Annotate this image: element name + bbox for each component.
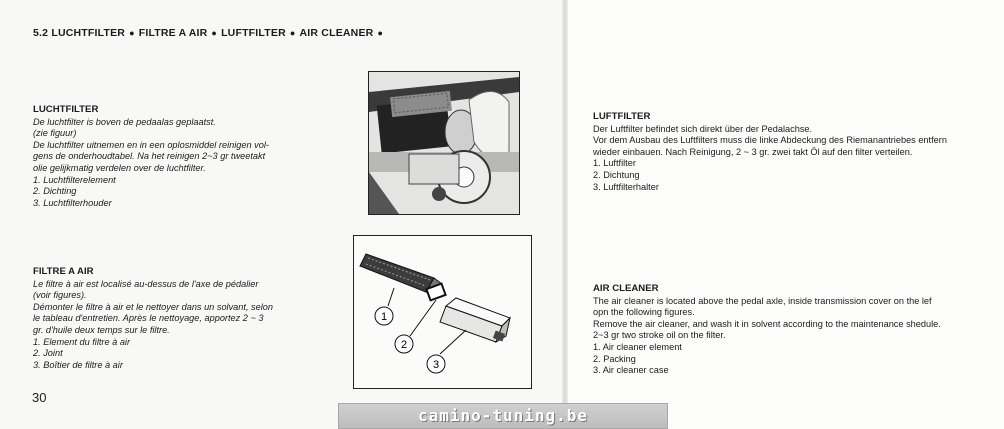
dutch-line: gens de onderhoudtabel. Na het reinigen 2~3 gr tweetakt [33, 151, 266, 162]
list-item: 3. Luftfilterhalter [593, 181, 659, 192]
list-item: 3. Luchtfilterhouder [33, 197, 112, 208]
french-line: le tableau d'entretien. Après le nettoyage, apportez 2 ~ 3 [33, 313, 264, 324]
french-section [33, 266, 363, 371]
list-item: 2. Joint [33, 348, 63, 359]
dutch-title: LUCHTFILTER [33, 104, 99, 115]
header-part-french: FILTRE A AIR [138, 27, 208, 39]
header-part-english: AIR CLEANER [299, 27, 374, 39]
french-line: (voir figures). [33, 290, 87, 301]
callout-2 [395, 335, 413, 353]
french-line: Démonter le filtre à air et le nettoyer dans un solvant, selon [33, 301, 274, 312]
bullet-icon: ● [129, 28, 135, 38]
bullet-icon: ● [289, 28, 296, 38]
page-gutter [562, 0, 568, 429]
dutch-line: olie gelijkmatig verdelen over de luchtfilter. [33, 162, 206, 173]
french-line: Le filtre à air est localisé au-dessus de l'axe de pédalier [33, 278, 259, 289]
dutch-parts-list [33, 175, 363, 210]
callout-label-2: 2 [400, 339, 408, 351]
header-part-dutch: LUCHTFILTER [51, 27, 126, 39]
english-title: AIR CLEANER [593, 283, 659, 294]
german-line: wieder einbauen. Nach Reinigung, 2 ~ 3 gr. zwei takt Öl auf den filter verteilen. [593, 146, 913, 157]
english-section [593, 283, 1001, 377]
english-line: Remove the air cleaner, and wash it in solvent according to the maintenance shedule. [593, 318, 941, 329]
english-parts-list [593, 342, 1001, 377]
list-item: 1. Element du filtre à air [33, 336, 131, 347]
dutch-section [33, 104, 363, 209]
callout-label-3: 3 [432, 359, 440, 371]
list-item: 1. Air cleaner element [593, 341, 682, 352]
section-header [33, 27, 387, 39]
german-title: LUFTFILTER [593, 111, 651, 122]
dutch-line: (zie figuur) [33, 128, 77, 139]
german-line: Der Luftfilter befindet sich direkt über der Pedalachse. [593, 123, 813, 134]
callout-3 [427, 355, 445, 373]
air-filter-photo [368, 71, 520, 215]
list-item: 1. Luftfilter [593, 158, 636, 169]
german-line: Vor dem Ausbau des Luftfilters muss die linke Abdeckung des Riemanantriebes entfern [593, 135, 947, 146]
french-parts-list [33, 337, 363, 372]
list-item: 2. Packing [593, 353, 636, 364]
french-title: FILTRE A AIR [33, 266, 94, 277]
german-section [593, 111, 1001, 193]
list-item: 3. Boîtier de filtre à air [33, 359, 123, 370]
english-line: 2~3 gr two stroke oil on the filter. [593, 330, 726, 341]
bullet-icon: ● [211, 28, 218, 38]
list-item: 2. Dichtung [593, 169, 640, 180]
section-number: 5.2 [33, 27, 49, 39]
callout-label-1: 1 [380, 311, 388, 323]
list-item: 2. Dichting [33, 186, 77, 197]
callout-1 [375, 307, 393, 325]
header-part-german: LUFTFILTER [221, 27, 286, 39]
dutch-line: De luchtfilter uitnemen en in een oplosmiddel reinigen vol- [33, 139, 269, 150]
air-filter-exploded-diagram [353, 235, 532, 389]
list-item: 3. Air cleaner case [593, 365, 669, 376]
watermark-banner: camino-tuning.be [338, 403, 668, 429]
english-line: opn the following figures. [593, 307, 695, 318]
dutch-line: De luchtfilter is boven de pedaalas geplaatst. [33, 116, 216, 127]
bullet-icon: ● [377, 28, 384, 38]
french-line: gr. d'huile deux temps sur le filtre. [33, 324, 170, 335]
english-line: The air cleaner is located above the pedal axle, inside transmission cover on the lef [593, 295, 932, 306]
page-number: 30 [32, 390, 47, 405]
list-item: 1. Luchtfilterelement [33, 174, 116, 185]
german-parts-list [593, 158, 1001, 193]
